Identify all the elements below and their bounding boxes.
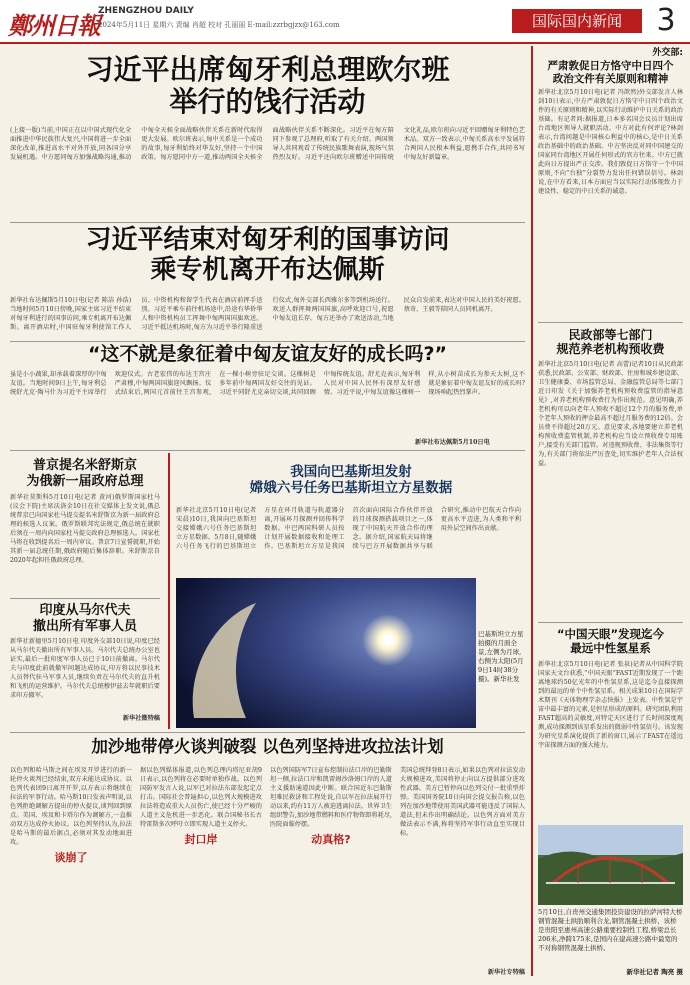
elderly-care-headline [538, 328, 683, 357]
lead2-body: 新华社布达佩斯5月10日电(记者 陈洁 孙浩)当地时间5月10日傍晚,国家主席习近平结束对匈牙利进行的国事访问,乘专机离开布达佩斯。离开酒店时,中国驻匈牙利使馆工作人员、中资机构和留学生代表在酒店前挥手送别。习近平乘车前往机场途中,沿途有华侨华人和中资机构员工挥舞中匈两国国旗欢送。习近平抵达机场时,匈方为习近平举行隆重送行仪式,匈外交部长西雅尔多等到机场送行。欢送人群挥舞两国国旗,高呼欢迎口号,祝愿中匈友谊长存。匈方还举办了欢送活动,当地民众自发前来,表达对中国人民的美好祝愿。蔡奇、王毅等陪同人员同机离开。 [10, 297, 525, 331]
gaza-col3-text: 以色列国防军7日宣布控制拉法口岸的巴勒斯坦一侧,拉法口岸和凯雷姆沙洛姆口岸的人道主义援助通道因此中断。联合国近东巴勒斯坦难民救济和工程处说,自以军在拉法展开行动以来,约有11万人被迫逃离拉法。世界卫生组织警告,加沙地带燃料和医疗物资即将耗尽,医院面临停摆。 [270, 767, 392, 828]
lead1-headline-line2: 举行的饯行活动 [169, 85, 366, 119]
gaza-col2 [140, 766, 262, 976]
fast-telescope-headline-line2: 最远中性氢星系 [570, 640, 651, 655]
lead1-headline-line1: 习近平出席匈牙利总理欧尔班 [85, 53, 450, 86]
divider [538, 322, 683, 323]
putin-headline-line1: 普京提名米舒斯京 [32, 458, 137, 473]
gaza-subhead-real: 动真格? [311, 833, 351, 846]
gaza-col3 [270, 766, 392, 976]
lunar-photo-caption: 巴基斯坦立方星拍摄的月面全景,左侧为月球,右侧为太阳(5月9日14时38分摄)。新华社发 [478, 630, 524, 683]
india-body: 新华社新德里5月10日电 印度外交部10日说,印度已经从马尔代夫撤出所有军事人员。马尔代夫总统办公室也证实,最后一批印度军事人员已于10日前撤离。马尔代夫与印度此前就撤军问题达成协议,印方将以民事技术人员替代驻马军事人员,继续负责在马尔代夫的直升机和飞机的运营维护。马尔代夫总统穆伊兹去年就职后要求印方撤军。 [10, 638, 160, 699]
sun-core [382, 634, 394, 646]
gaza-subhead-crossing: 封口岸 [184, 833, 218, 846]
lunar-photo [176, 578, 476, 728]
pakistan-headline-line1: 我国向巴基斯坦发射 [290, 464, 412, 480]
bridge-photo [538, 825, 683, 905]
japan-headline-line2: 政治文件有关原则和精神 [552, 72, 669, 85]
divider [10, 598, 160, 599]
bridge-photo-image [538, 825, 683, 905]
lead2-headline-line2: 乘专机离开布达佩斯 [150, 254, 385, 285]
pakistan-body: 新华社北京5月10日电(记者 宋晨)10日,我国向巴基斯坦交接嫦娥六号任务巴基斯坦立方星数据。5月8日,随嫦娥六号任务飞行的巴基斯坦立方星在环月轨道与轨道器分离,开展环月探测并回传科学数据。中巴两国科研人员按计划开展数据接收和处理工作。巴基斯坦立方星是我国首次面向国际合作伙伴开放的月球探测搭载项目之一,体现了中国航天开放合作的理念。据介绍,国家航天局将继续与巴方开展数据共享与联合研究,推动中巴航天合作向更高水平迈进,为人类和平利用外层空间作出贡献。 [176, 507, 521, 550]
gaza-col1 [10, 766, 132, 976]
feature-footer: 新华社布达佩斯5月10日电 [415, 439, 490, 446]
japan-body: 新华社北京5月10日电(记者 冯歆然)外交部发言人林剑10日表示,中方严肃敦促日方恪守中日四个政治文件的有关原则和精神,以实际行动维护中日关系的政治基础。有记者问:据报道,日本多名国会议员计划出席台湾地区领导人就职活动。中方对此有何评论?林剑表示,台湾问题是中国核心利益中的核心,是中日关系政治基础中的政治基础。中方坚决反对同中国建交的国家同台湾地区开展任何形式的官方往来。中方已就此向日方提出严正交涉。我们敦促日方恪守一个中国原则,不向“台独”分裂势力发出任何错误信号。林剑说,在中方看来,日本方面应当以实际行动体现致力于建设性、稳定的中日关系的诚意。 [538, 89, 683, 195]
elderly-care-headline-line1: 民政部等七部门 [568, 328, 653, 342]
dateline: 2024年5月11日 星期六 责编 肖超 校对 孔丽丽 E-mail:zzrbgjzx@163.com [98, 21, 340, 29]
lead2-headline [10, 226, 525, 286]
divider [10, 732, 525, 733]
india-headline-line1: 印度从马尔代夫 [39, 603, 131, 618]
lead2-headline-line1: 习近平结束对匈牙利的国事访问 [85, 225, 450, 255]
divider [10, 450, 525, 451]
lead1-headline [10, 54, 525, 118]
column-rule [168, 453, 170, 729]
japan-headline [538, 60, 683, 85]
fast-telescope-body: 新华社北京5月10日电(记者 张泉)记者从中国科学院国家天文台获悉,“中国天眼”FAST近期发现了一个距离地球约50亿光年的中性氢星系,这是迄今直接探测到的最远的单个中性氢星系。相关成果10日在国际学术期刊《天体物理学杂志快报》上发表。中性氢是宇宙中最丰富的元素,是恒星形成的原料。研究团队利用FAST超高的灵敏度,对特定天区进行了长时间深度观测,成功探测到该星系发出的微弱中性氢信号。该发现为研究星系演化提供了新的窗口,展示了FAST在遥远宇宙探测方面的强大能力。 [538, 661, 683, 749]
japan-headline-line1: 严肃敦促日方恪守中日四个 [547, 60, 674, 72]
india-headline-line2: 撤出所有军事人员 [32, 618, 137, 634]
fast-telescope-headline [538, 628, 683, 656]
page-number: 3 [656, 3, 676, 38]
pakistan-headline-line2: 嫦娥六号任务巴基斯坦立方星数据 [249, 480, 453, 497]
feature-body: 虽是小小蔬果,却承载着深厚的中匈友谊。当地时间9日上午,匈牙利总统舒尤克·陶马什为习近平主席举行欢迎仪式。古老宏伟的布达王宫庄严肃穆,中匈两国国旗迎风飘扬。仪式结束后,两国元首前往王宫参观,在一棵小树旁驻足交谈。这棵树是多年前中匈两国友好交往的见证。习近平同舒尤克亲切交谈,共同回顾中匈传统友谊。舒尤克表示,匈牙利人民对中国人民怀有深厚友好感情。习近平说,中匈友谊像这棵树一样,从小树苗成长为参天大树,这不就是象征着中匈友谊友好的成长吗?现场响起热烈掌声。 [10, 371, 525, 396]
elderly-care-body: 新华社北京5月10日电(记者 高蕾)记者10日从民政部获悉,民政部、公安部、财政部、住房和城乡建设部、卫生健康委、市场监管总局、金融监管总局等七部门近日印发《关于加强养老机构预收费监管的指导意见》,对养老机构预收费行为作出规范。意见明确,养老机构可以向老年人预收不超过12个月的服务费,单个老年人预收的押金最高不超过月服务费的12倍。会员费不得超过20万元。意见要求,各地要建立养老机构预收费监管机制,养老机构应当设立预收费专用账户,接受有关部门监管。对违规预收费、非法集资等行为,有关部门将依法严厉查处,切实维护老年人合法权益。 [538, 361, 683, 467]
gaza-headline: 加沙地带停火谈判破裂 以色列坚持进攻拉法计划 [91, 737, 444, 756]
gaza-col2-text: 据以色列媒体报道,以色列总理内塔尼亚胡9日表示,以色列将在必要时单独作战。以色列国防军发言人说,以军已对拉法东部发起定点打击。国际社会普遍担心,以色列大规模进攻拉法将造成重大人员伤亡,使已经十分严峻的人道主义危机进一步恶化。联合国秘书长古特雷斯多次呼吁立即实现人道主义停火。 [140, 767, 262, 828]
lunar-photo-image [176, 578, 476, 728]
bridge-photo-caption: 5月10日,自贵州交通集团投资建设的拉萨河特大桥钢管混凝土拱肋顺利合龙,钢管混凝土拱桥、该桥是贵阳至惠州高速公路重要控制性工程,桥梁总长206米,净跨175米,是国内在建高速公路中最宽的不对称钢管混凝土拱桥。 [538, 908, 683, 952]
right-column-rule [531, 46, 533, 976]
feature-headline: “这不就是象征着中匈友谊友好的成长吗?” [88, 343, 447, 365]
newspaper-english-name: ZHENGZHOU DAILY [98, 6, 194, 16]
gaza-col1-text: 以色列和哈马斯之间在埃及开罗进行的新一轮停火谈判已经结束,双方未能达成协议。以色列代表团9日离开开罗,以方表示将继续在拉法的军事行动。哈马斯10日发表声明说,以色列拒绝调解方提出的停火提议,谈判回到原点。美国、埃及和卡塔尔作为调解方,一直推动双方达成停火协议。以色列坚持认为,拉法是哈马斯的最后据点,必须对其发动地面进攻。 [10, 767, 132, 846]
pakistan-headline [176, 464, 526, 496]
divider [538, 622, 683, 623]
section-title: 国际国内新闻 [512, 9, 642, 33]
elderly-care-headline-line2: 规范养老机构预收费 [556, 342, 665, 357]
fast-telescope-headline-line1: “中国天眼”发现迄今 [556, 627, 665, 641]
india-footer: 新华社微特稿 [122, 715, 160, 722]
gaza-col4: 美国总统拜登8日表示,如果以色列对拉法发动大规模进攻,美国将停止向以方提供部分进攻性武器。美方已暂停向以色列交付一批重型炸弹。美国国务院10日向国会提交报告称,以色列在加沙地带使用美国武器可能违反了国际人道法,但未作出明确结论。以色列方面对美方做法表示不满,称将坚持军事行动直至实现目标。 [400, 767, 525, 837]
gaza-footer: 新华社专特稿 [487, 969, 525, 976]
lead1-body: (上接一版)当前,中国正在以中国式现代化全面推进中华民族伟大复兴,中国将进一步全面深化改革,推进高水平对外开放,同各国分享发展机遇。中方愿同匈方加强战略沟通,推动中匈全天候全面战略伙伴关系在新时代取得更大发展。欧尔班表示,匈中关系是一个成功的故事,匈牙利始终对华友好,坚持一个中国政策。匈方愿同中方一道,推动两国全天候全面战略伙伴关系不断深化。习近平在匈方陪同下参观了总理府,听取了有关介绍。两国领导人共同观看了传统民族歌舞表演,现场气氛热烈友好。习近平还向欧尔班赠送中国传统文化礼品,欧尔班向习近平回赠匈牙利特色艺术品。双方一致表示,中匈关系高水平发展符合两国人民根本利益,愿携手合作,共同书写中匈友好新篇章。 [10, 127, 525, 161]
putin-body: 新华社莫斯科5月10日电(记者 黄河)俄罗斯国家杜马(议会下院)主席沃洛金10日在社交媒体上发文说,俄总统普京已向国家杜马提交提名米舒斯京为新一届政府总理的候选人议案。俄罗斯联邦宪法规定,俄总统在就职后须在一周内向国家杜马提交政府总理候选人。国家杜马将在收到提名后一周内审议。普京7日宣誓就职,开始其新一届总统任期,俄政府随后集体辞职。米舒斯京自2020年起担任俄政府总理。 [10, 494, 160, 564]
divider [10, 222, 525, 223]
mfa-kicker: 外交部: [652, 48, 683, 58]
gaza-subhead-talks: 谈崩了 [54, 851, 88, 864]
putin-headline-line2: 为俄新一届政府总理 [26, 473, 144, 489]
putin-headline [10, 458, 160, 489]
india-headline [10, 603, 160, 634]
newspaper-logo: 鄭州日報 [8, 11, 100, 40]
bridge-photo-credit: 新华社记者 陶亮 摄 [626, 968, 683, 976]
divider [10, 341, 525, 342]
